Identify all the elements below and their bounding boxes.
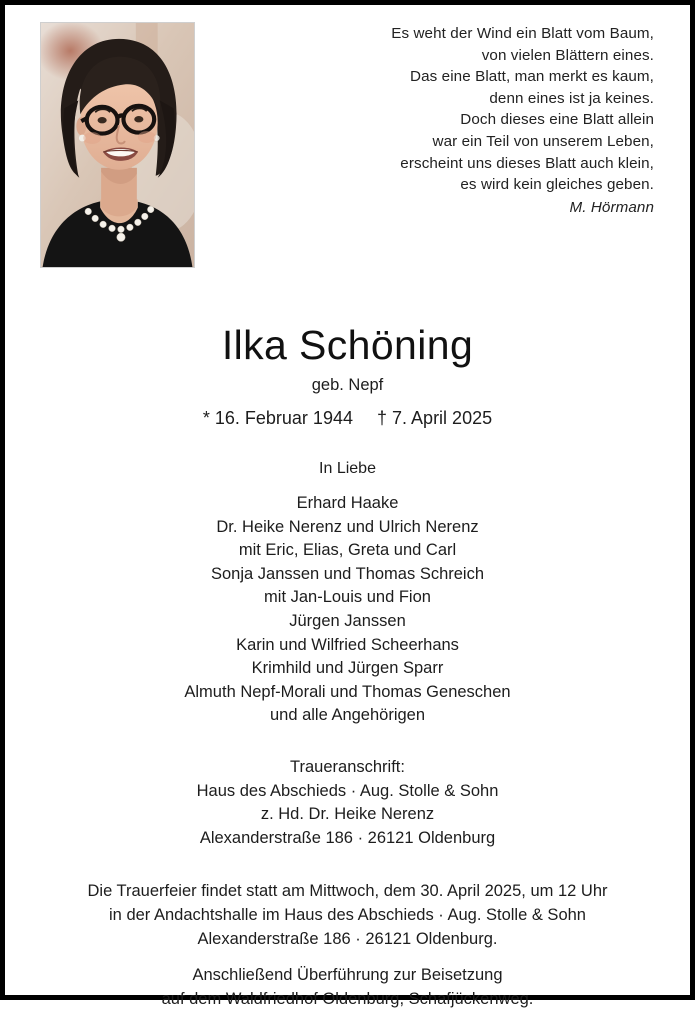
mourner-item: Almuth Nepf-Morali und Thomas Geneschen	[184, 682, 511, 701]
service-line: Anschließend Überführung zur Beisetzung	[192, 966, 503, 985]
mourner-list	[19, 492, 676, 728]
birth-date: * 16. Februar 1944	[202, 408, 353, 428]
portrait-illustration	[41, 23, 194, 267]
poem-line: Doch dieses eine Blatt allein	[460, 111, 654, 129]
life-dates	[19, 405, 676, 431]
death-date: † 7. April 2025	[377, 408, 493, 428]
service-line: in der Andachtshalle im Haus des Abschieds · Aug. Stolle & Sohn	[109, 905, 586, 924]
mourner-item: Dr. Heike Nerenz und Ulrich Nerenz	[216, 517, 479, 536]
mourning-intro: In Liebe	[319, 460, 376, 477]
mourner-item: Karin und Wilfried Scheerhans	[236, 635, 459, 654]
mourner-item: mit Eric, Elias, Greta und Carl	[238, 541, 457, 560]
poem-author: M. Hörmann	[569, 198, 654, 216]
funeral-service-details	[19, 880, 676, 1011]
poem-line: Es weht der Wind ein Blatt vom Baum,	[391, 25, 654, 42]
mourner-item: Jürgen Janssen	[289, 611, 406, 630]
service-gap	[19, 951, 676, 964]
service-line: auf dem Waldfriedhof Oldenburg, Schafjückenweg.	[161, 989, 534, 1008]
address-line: Alexanderstraße 186 · 26121 Oldenburg	[199, 828, 496, 847]
address-line: Haus des Abschieds · Aug. Stolle & Sohn	[196, 781, 499, 800]
maiden-name: geb. Nepf	[311, 376, 384, 394]
address-heading: Traueranschrift:	[290, 757, 405, 776]
mourner-item: Krimhild und Jürgen Sparr	[251, 659, 444, 678]
service-line: Alexanderstraße 186 · 26121 Oldenburg.	[197, 929, 498, 948]
deceased-name: Ilka Schöning	[221, 322, 474, 368]
poem-line: war ein Teil von unserem Leben,	[432, 132, 654, 150]
poem-line: von vielen Blättern eines.	[481, 46, 654, 64]
poem-line: erscheint uns dieses Blatt auch klein,	[400, 154, 654, 172]
notice-inner	[5, 5, 690, 1008]
poem-line: es wird kein gleiches geben.	[460, 176, 654, 194]
poem-line: denn eines ist ja keines.	[489, 89, 654, 107]
mourner-item: und alle Angehörigen	[269, 706, 426, 725]
address-line: z. Hd. Dr. Heike Nerenz	[260, 805, 435, 824]
portrait-photo	[40, 22, 195, 268]
header-zone	[19, 17, 676, 279]
mourner-item: Erhard Haake	[296, 494, 399, 512]
mourner-item: Sonja Janssen und Thomas Schreich	[210, 564, 485, 583]
mourner-item: mit Jan-Louis und Fion	[264, 588, 431, 607]
poem-block	[354, 23, 654, 218]
mourning-address	[19, 756, 676, 850]
service-line: Die Trauerfeier findet statt am Mittwoch, dem 30. April 2025, um 12 Uhr	[87, 882, 608, 901]
memorial-body	[19, 321, 676, 1011]
poem-line: Das eine Blatt, man merkt es kaum,	[410, 68, 654, 86]
